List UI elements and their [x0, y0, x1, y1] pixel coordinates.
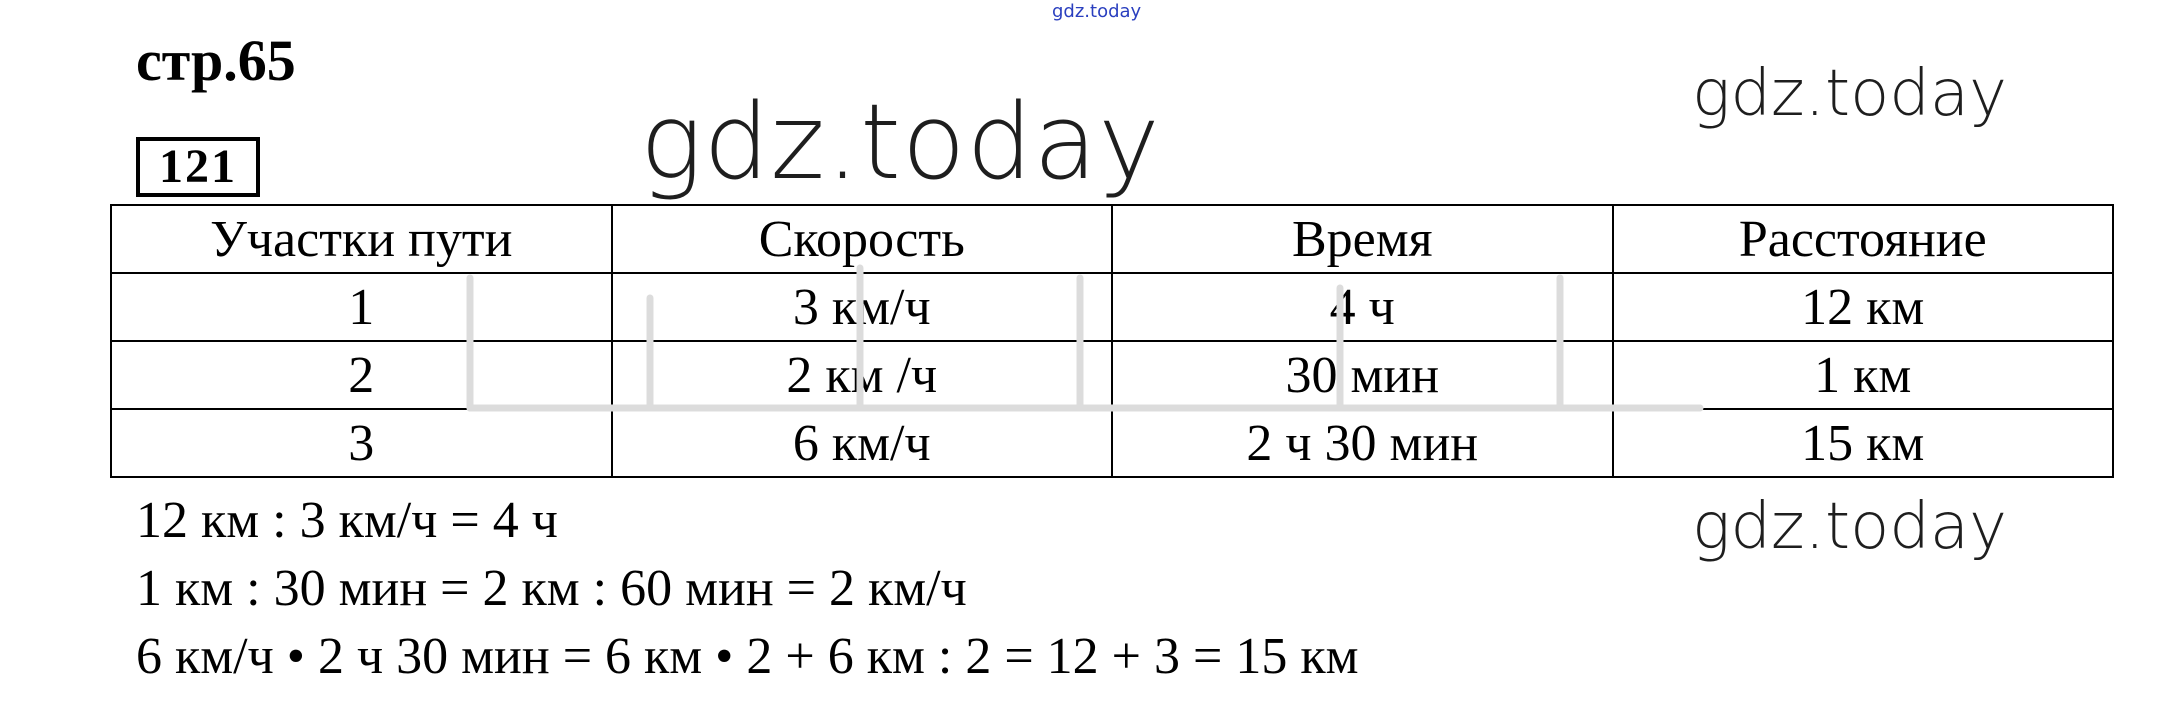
column-header-speed: Скорость [612, 205, 1113, 273]
travel-table [110, 204, 2114, 478]
table-header-row [111, 205, 2113, 273]
task-number-box: 121 [136, 137, 260, 197]
calculation-line: 1 км : 30 мин = 2 км : 60 мин = 2 км/ч [136, 560, 967, 617]
column-header-distance: Расстояние [1613, 205, 2114, 273]
column-header-time: Время [1112, 205, 1613, 273]
table-row [111, 409, 2113, 477]
calculation-line: 12 км : 3 км/ч = 4 ч [136, 492, 558, 549]
watermark-top: gdz.today [1052, 1, 1142, 22]
table-cell: 12 км [1613, 273, 2114, 341]
table-cell: 3 [111, 409, 612, 477]
table-row [111, 273, 2113, 341]
table-cell: 30 мин [1112, 341, 1613, 409]
table-row [111, 341, 2113, 409]
page-reference: стр.65 [136, 28, 296, 93]
table-cell: 1 км [1613, 341, 2114, 409]
table-cell: 4 ч [1112, 273, 1613, 341]
table-cell: 1 [111, 273, 612, 341]
watermark-center: gdz.today [640, 81, 1161, 203]
calculation-line: 6 км/ч • 2 ч 30 мин = 6 км • 2 + 6 км : 2 = 12 + 3 = 15 км [136, 628, 1359, 685]
column-header-segment: Участки пути [111, 205, 612, 273]
calculation-lines [136, 487, 1358, 691]
watermark-right-upper: gdz.today [1692, 57, 2007, 131]
table-cell: 2 км /ч [612, 341, 1113, 409]
watermark-right-lower: gdz.today [1692, 490, 2007, 564]
table-cell: 6 км/ч [612, 409, 1113, 477]
table-cell: 2 [111, 341, 612, 409]
table-cell: 3 км/ч [612, 273, 1113, 341]
table-cell: 2 ч 30 мин [1112, 409, 1613, 477]
table-cell: 15 км [1613, 409, 2114, 477]
